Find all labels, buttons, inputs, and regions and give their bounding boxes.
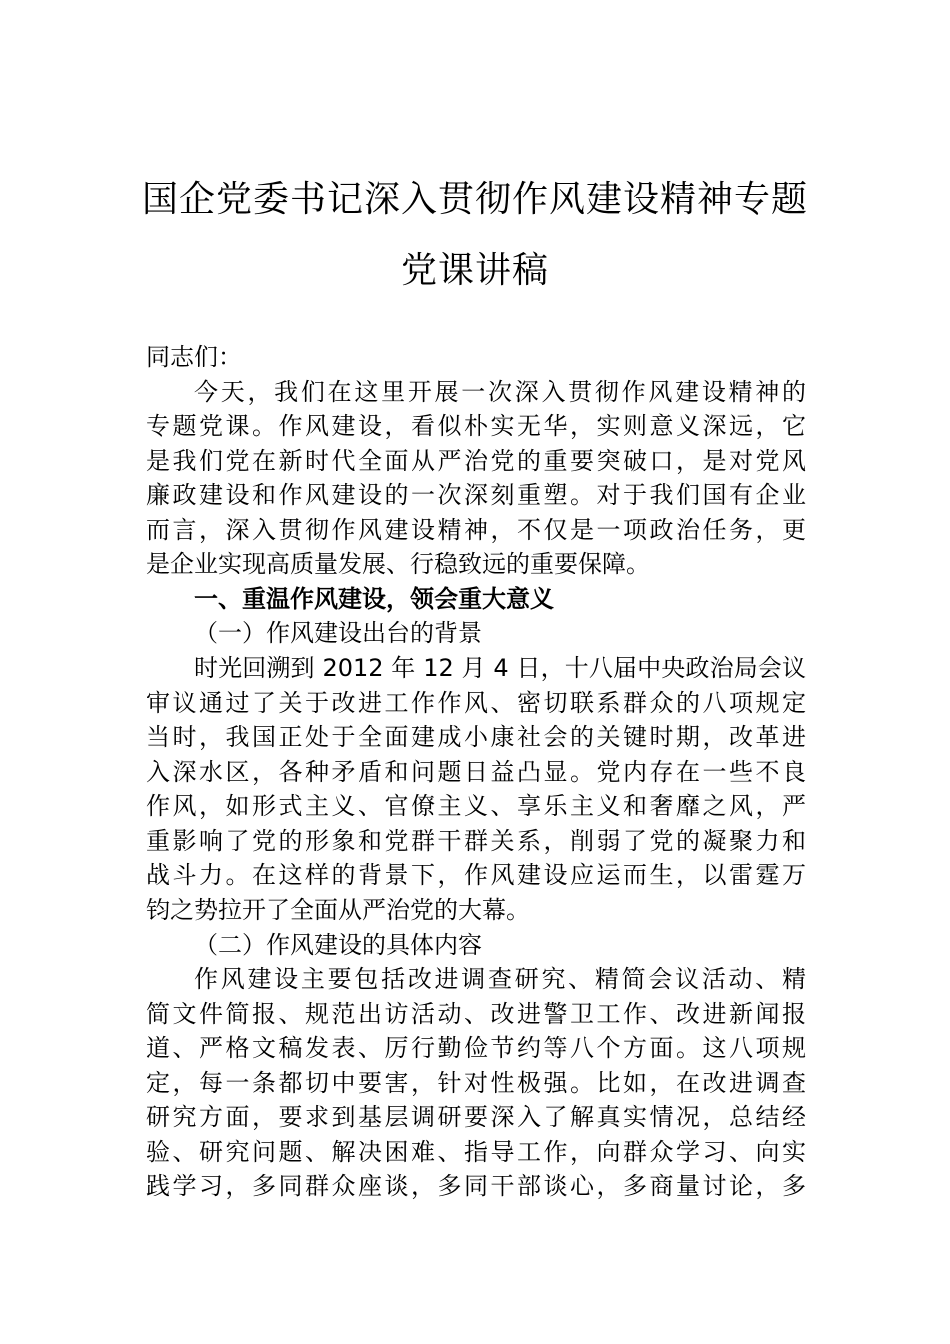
paragraph-line: 践学习，多同群众座谈，多同干部谈心，多商量讨论，多 — [146, 1172, 806, 1200]
paragraph-line: 定，每一条都切中要害，针对性极强。比如，在改进调查 — [146, 1069, 806, 1097]
paragraph-line: 审议通过了关于改进工作作风、密切联系群众的八项规定 — [146, 689, 806, 717]
paragraph-line: 战斗力。在这样的背景下，作风建设应运而生，以雷霆万 — [146, 861, 806, 889]
paragraph-line: 是企业实现高质量发展、行稳致远的重要保障。 — [146, 550, 650, 578]
paragraph-line: 而言，深入贯彻作风建设精神，不仅是一项政治任务，更 — [146, 516, 806, 544]
paragraph-line: 作风，如形式主义、官僚主义、享乐主义和奢靡之风，严 — [146, 792, 806, 820]
section-heading: 一、重温作风建设，领会重大意义 — [194, 585, 554, 613]
paragraph-line: 钧之势拉开了全面从严治党的大幕。 — [146, 896, 530, 924]
paragraph-line: 研究方面，要求到基层调研要深入了解真实情况，总结经 — [146, 1103, 806, 1131]
document-title-line-2: 党课讲稿 — [400, 250, 549, 291]
paragraph-line: 道、严格文稿发表、厉行勤俭节约等八个方面。这八项规 — [146, 1034, 806, 1062]
paragraph-line: 是我们党在新时代全面从严治党的重要突破口，是对党风 — [146, 447, 806, 475]
paragraph-line: 时光回溯到 2012 年 12 月 4 日，十八届中央政治局会议 — [194, 654, 806, 682]
paragraph-line: 廉政建设和作风建设的一次深刻重塑。对于我们国有企业 — [146, 481, 806, 509]
document-title-line-1: 国企党委书记深入贯彻作风建设精神专题 — [141, 179, 808, 220]
paragraph-line: 重影响了党的形象和党群干群关系，削弱了党的凝聚力和 — [146, 827, 806, 855]
paragraph-line: 专题党课。作风建设，看似朴实无华，实则意义深远，它 — [146, 412, 806, 440]
paragraph-line: 验、研究问题、解决困难、指导工作，向群众学习、向实 — [146, 1138, 806, 1166]
paragraph-line: 入深水区，各种矛盾和问题日益凸显。党内存在一些不良 — [146, 758, 806, 786]
paragraph-line: 作风建设主要包括改进调查研究、精简会议活动、精 — [194, 965, 806, 993]
paragraph-line: 今天，我们在这里开展一次深入贯彻作风建设精神的 — [194, 378, 806, 406]
paragraph-line: 简文件简报、规范出访活动、改进警卫工作、改进新闻报 — [146, 1000, 806, 1028]
paragraph-line: 当时，我国正处于全面建成小康社会的关键时期，改革进 — [146, 723, 806, 751]
subsection-heading: （一）作风建设出台的背景 — [194, 619, 482, 647]
subsection-heading: （二）作风建设的具体内容 — [194, 931, 482, 959]
salutation: 同志们： — [146, 343, 242, 371]
